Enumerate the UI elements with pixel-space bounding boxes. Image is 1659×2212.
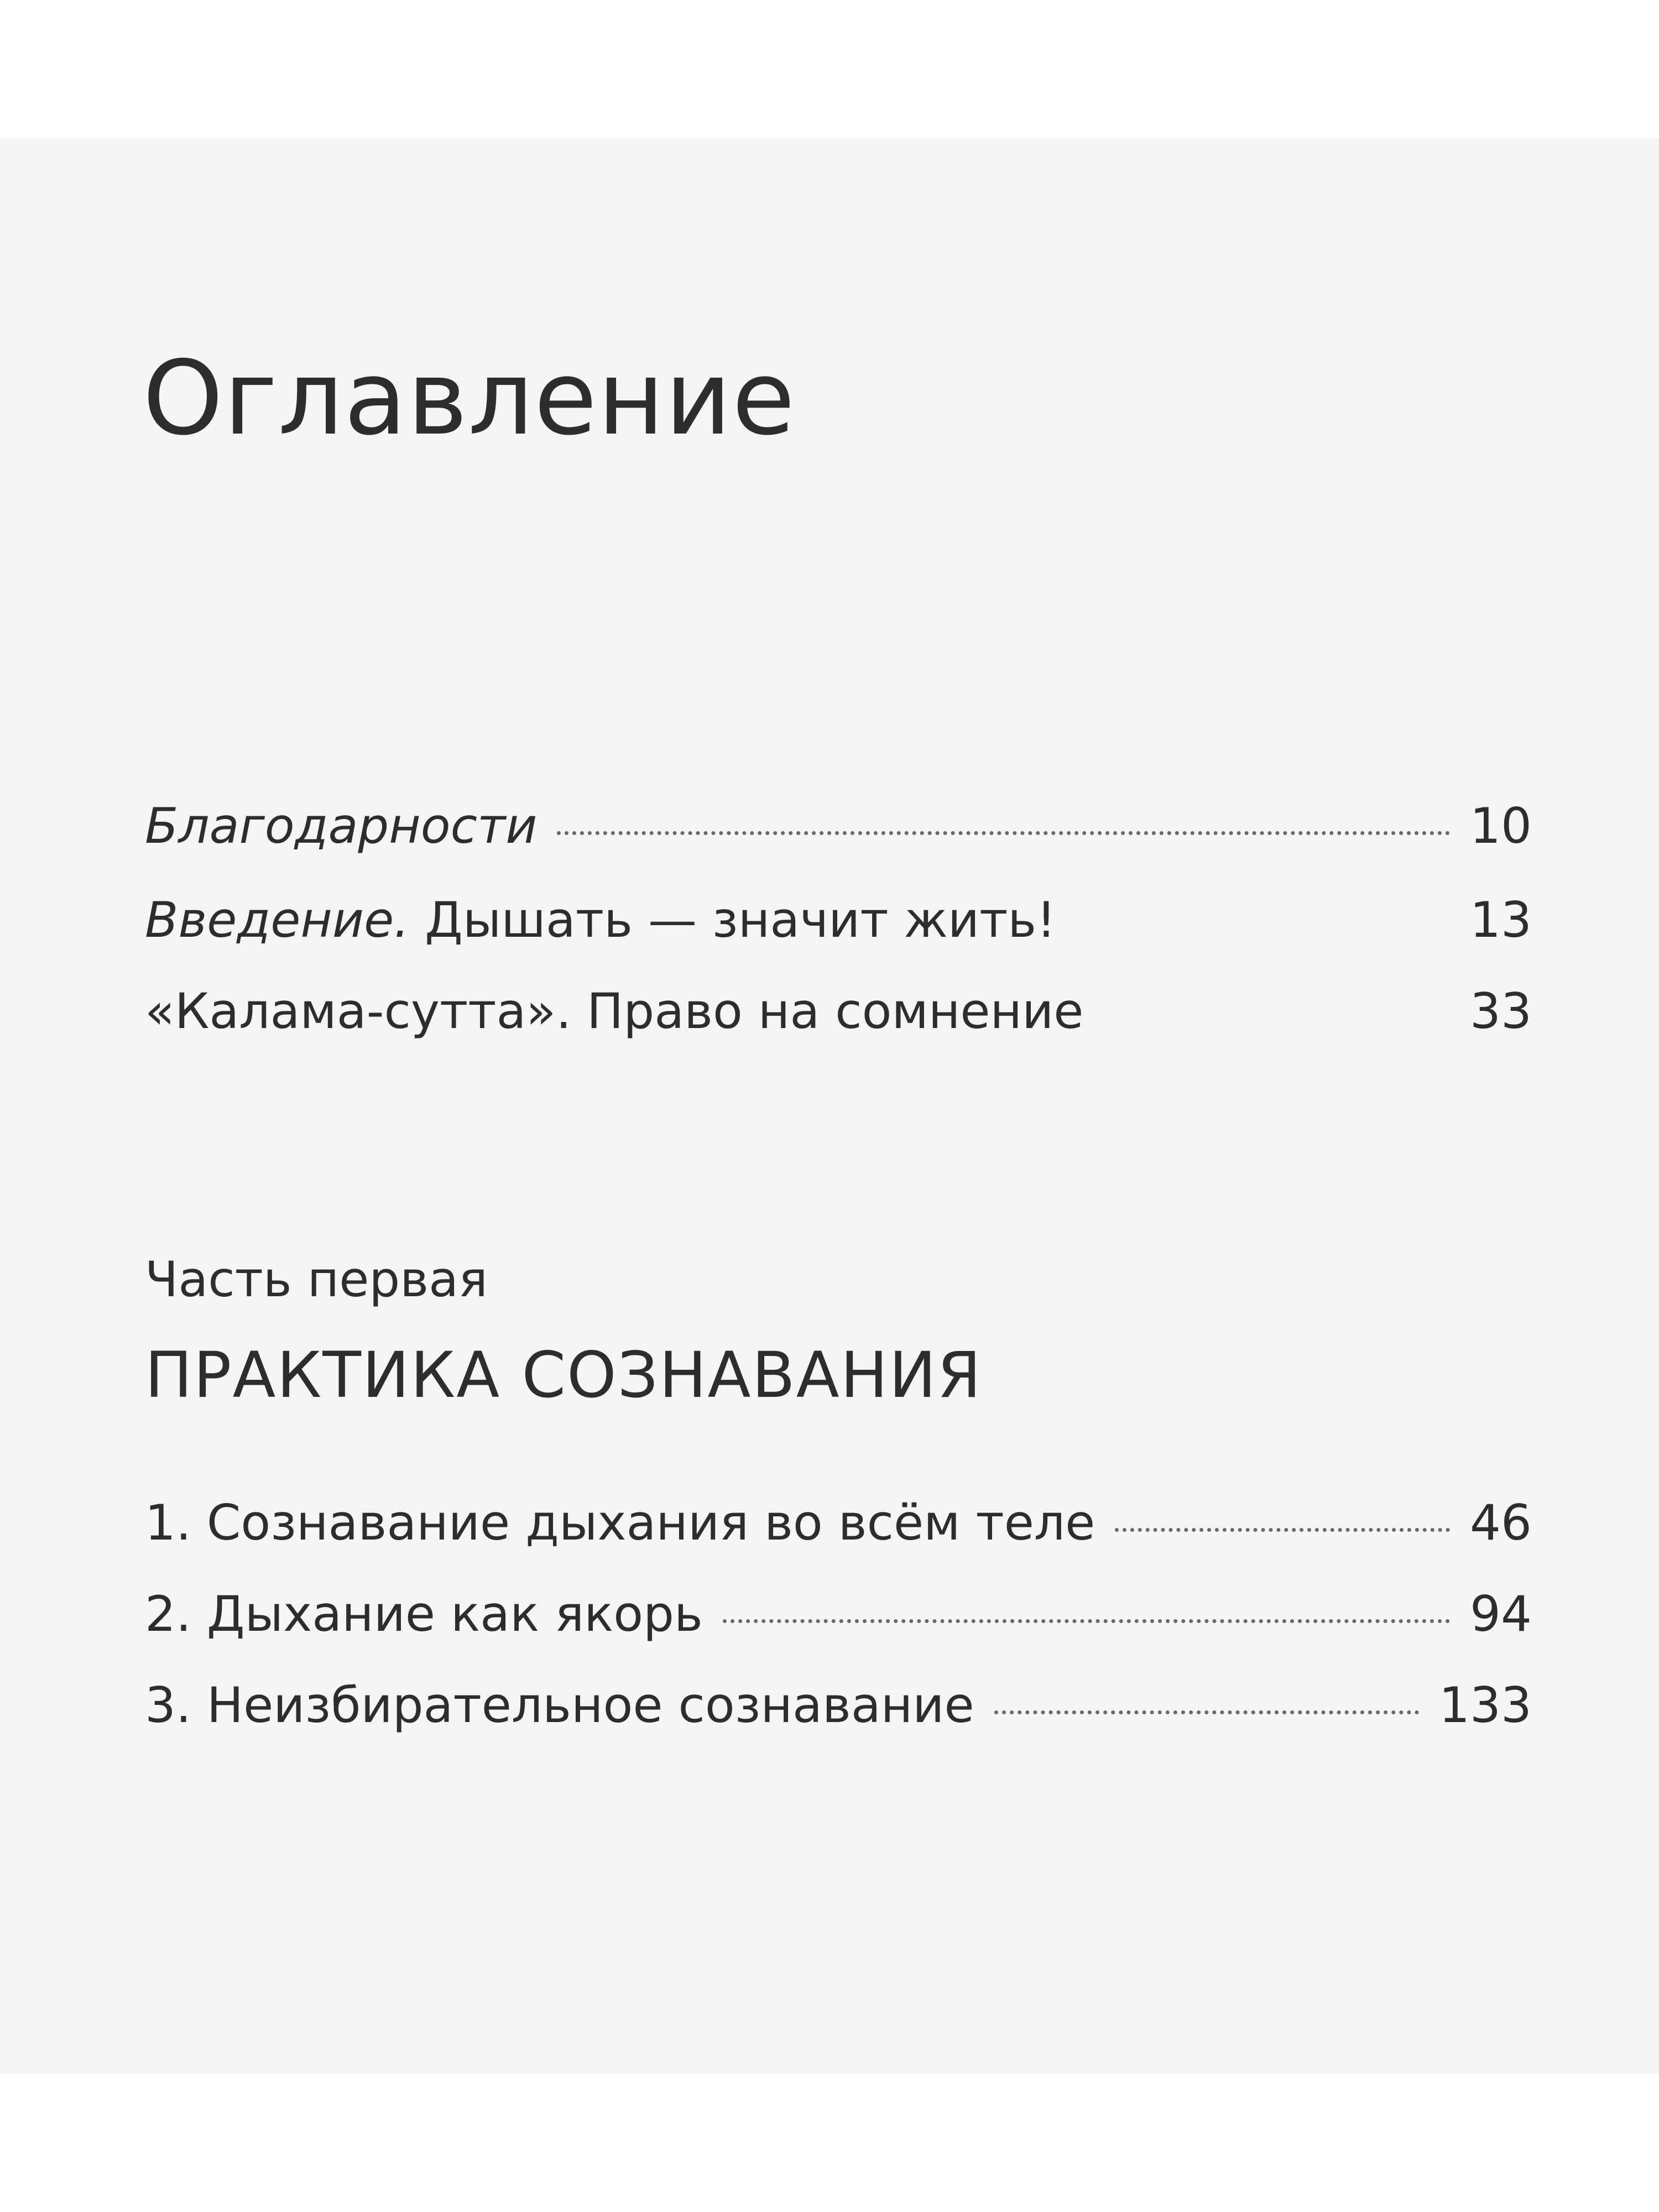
toc-entry-text: Дышать — значит жить! <box>409 891 1056 948</box>
toc-entry-italic-text: Благодарности <box>145 797 538 854</box>
toc-entry-label: 1. Сознавание дыхания во всём теле <box>145 1494 1095 1551</box>
toc-page-number: 133 <box>1439 1677 1532 1734</box>
toc-entry-acknowledgements[interactable] <box>145 797 1532 854</box>
dot-leader <box>1115 1528 1450 1532</box>
dot-leader <box>994 1710 1419 1714</box>
part-label: Часть первая <box>145 1251 488 1308</box>
toc-entry-label: 3. Неизбирательное сознавание <box>145 1677 974 1734</box>
toc-entry-italic-text: Введение. <box>145 891 410 948</box>
toc-page-number: 33 <box>1470 983 1532 1040</box>
dot-leader <box>557 831 1450 835</box>
toc-entry-chapter-2[interactable] <box>145 1585 1532 1642</box>
toc-entry-label <box>145 983 1084 1040</box>
toc-entry-label: 2. Дыхание как якорь <box>145 1585 703 1642</box>
toc-entry-chapter-1[interactable] <box>145 1494 1532 1551</box>
dot-leader <box>723 1619 1450 1623</box>
toc-page-number: 94 <box>1470 1585 1532 1642</box>
toc-entry-label <box>145 891 1056 948</box>
toc-entry-label <box>145 797 538 854</box>
toc-entry-kalama-sutta[interactable] <box>145 983 1532 1040</box>
toc-page-number: 10 <box>1470 797 1532 854</box>
toc-page-number: 46 <box>1470 1494 1532 1551</box>
toc-entry-introduction[interactable] <box>145 891 1532 948</box>
toc-entry-text: «Калама-сутта». Право на сомнение <box>145 983 1084 1040</box>
part-title: ПРАКТИКА СОЗНАВАНИЯ <box>145 1338 982 1412</box>
toc-page-number: 13 <box>1470 891 1532 948</box>
toc-entry-chapter-3[interactable] <box>145 1677 1532 1734</box>
contents-title: Оглавление <box>143 338 796 458</box>
